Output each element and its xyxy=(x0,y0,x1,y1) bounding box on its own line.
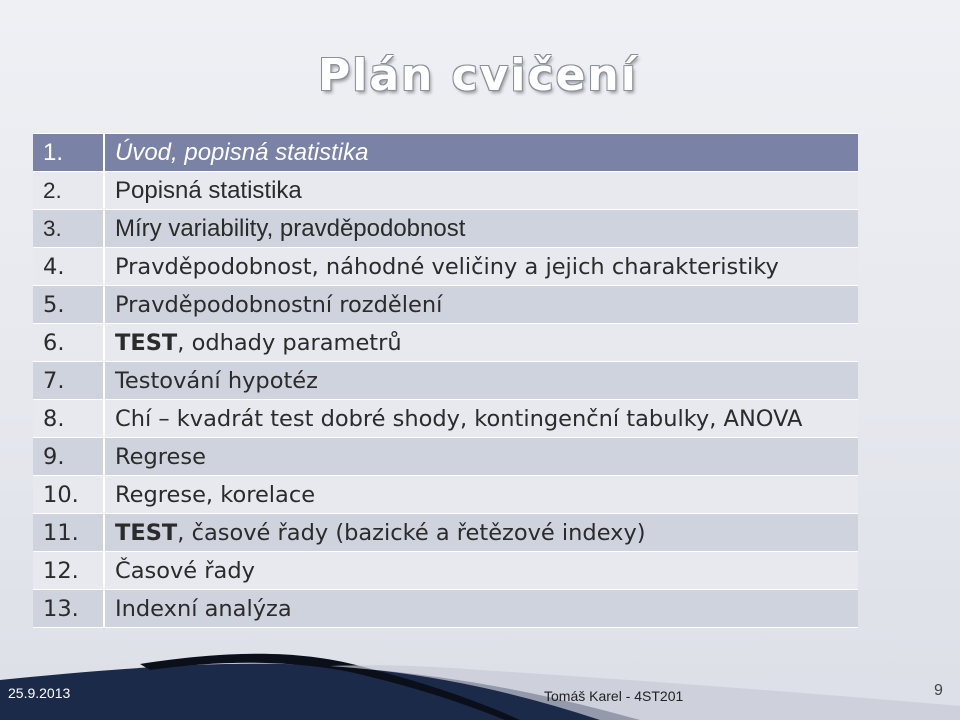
row-topic: Úvod, popisná statistika xyxy=(104,134,858,172)
table-row xyxy=(33,514,858,552)
footer-author: Tomáš Karel - 4ST201 xyxy=(544,688,684,704)
row-number: 3. xyxy=(33,210,104,248)
row-topic: Pravděpodobnost, náhodné veličiny a jejich charakteristiky xyxy=(104,248,858,286)
row-number: 9. xyxy=(33,438,104,476)
row-topic: Pravděpodobnostní rozdělení xyxy=(104,286,858,324)
table-row xyxy=(33,134,858,172)
row-topic: Popisná statistika xyxy=(104,172,858,210)
row-number: 11. xyxy=(33,514,104,552)
row-topic: Regrese, korelace xyxy=(104,476,858,514)
row-topic-text: , odhady parametrů xyxy=(177,329,402,356)
test-label: TEST xyxy=(115,519,178,546)
row-number: 10. xyxy=(33,476,104,514)
table-row xyxy=(33,400,858,438)
table-row xyxy=(33,552,858,590)
row-number: 5. xyxy=(33,286,104,324)
row-number: 6. xyxy=(33,324,104,362)
row-number: 7. xyxy=(33,362,104,400)
slide-title: Plán cvičení xyxy=(318,50,638,101)
row-topic: Chí – kvadrát test dobré shody, kontingenční tabulky, ANOVA xyxy=(104,400,858,438)
table-row xyxy=(33,210,858,248)
row-topic-text: , časové řady (bazické a řetězové indexy) xyxy=(177,519,646,546)
table-row xyxy=(33,324,858,362)
row-topic: Míry variability, pravděpodobnost xyxy=(104,210,858,248)
row-number: 4. xyxy=(33,248,104,286)
table-row xyxy=(33,362,858,400)
row-number: 12. xyxy=(33,552,104,590)
table-row xyxy=(33,248,858,286)
row-topic: Testování hypotéz xyxy=(104,362,858,400)
footer-date: 25.9.2013 xyxy=(8,685,71,701)
row-number: 13. xyxy=(33,590,104,628)
table-row xyxy=(33,438,858,476)
row-number: 8. xyxy=(33,400,104,438)
row-topic: Indexní analýza xyxy=(104,590,858,628)
table-row xyxy=(33,476,858,514)
row-topic xyxy=(104,324,858,362)
table-row xyxy=(33,172,858,210)
table-row xyxy=(33,286,858,324)
row-number: 1. xyxy=(33,134,104,172)
table-row xyxy=(33,590,858,628)
page-number: 9 xyxy=(934,682,943,699)
schedule-table xyxy=(33,133,858,628)
footer-swoosh xyxy=(0,636,960,720)
row-number: 2. xyxy=(33,172,104,210)
row-topic: Regrese xyxy=(104,438,858,476)
test-label: TEST xyxy=(115,329,178,356)
row-topic xyxy=(104,514,858,552)
row-topic: Časové řady xyxy=(104,552,858,590)
